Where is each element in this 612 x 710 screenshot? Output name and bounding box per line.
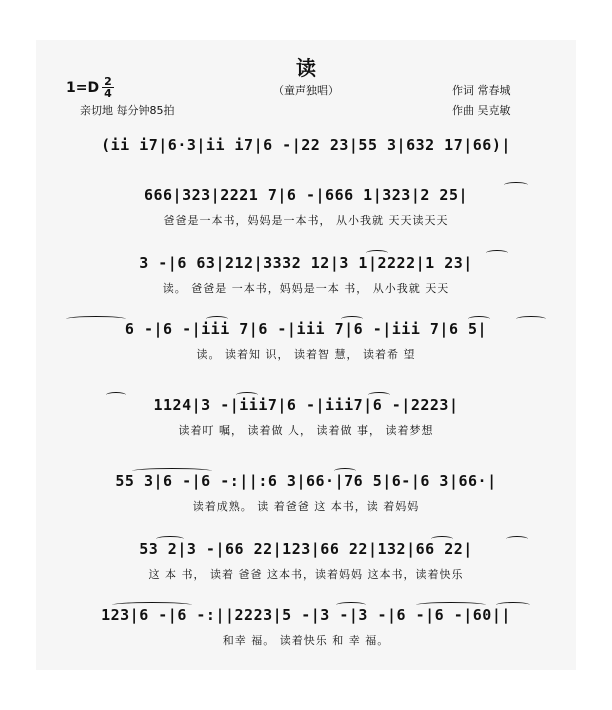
lyrics-line-4: 读。 读着知 识， 读着智 慧， 读着希 望 — [196, 348, 416, 361]
slur — [336, 602, 366, 608]
notation-line-5: 1124|3 -|iii7|6 -|iii7|6 -|2223| — [153, 396, 459, 414]
notation-line-3: 3 -|6 63|212|3332 12|3 1|2222|1 23| — [139, 254, 473, 272]
slur — [132, 468, 212, 474]
slur — [66, 316, 126, 322]
slur — [341, 316, 363, 322]
slur — [106, 392, 126, 398]
slur — [368, 392, 390, 398]
slur — [496, 602, 530, 608]
slur — [506, 536, 528, 542]
notation-line-6: 55 3|6 -|6 -:||:6 3|66·|76 5|6-|6 3|66·| — [115, 472, 497, 490]
slur — [334, 468, 356, 474]
slur — [416, 602, 486, 608]
lyrics-line-7: 这 本 书， 读着 爸爸 这本书，读着妈妈 这本书，读着快乐 — [148, 568, 464, 581]
time-signature-bottom: 4 — [102, 87, 114, 99]
lyrics-line-6: 读着成熟。 读 着爸爸 这 本书，读 着妈妈 — [192, 500, 420, 513]
notation-line-2: 666|323|2221 7|6 -|666 1|323|2 25| — [143, 186, 469, 204]
notation-line-7: 53 2|3 -|66 22|123|66 22|132|66 22| — [139, 540, 473, 558]
time-signature — [102, 76, 114, 99]
slur — [468, 316, 490, 322]
time-signature-top: 2 — [104, 75, 112, 88]
key-signature: 1=D — [66, 80, 100, 96]
slur — [156, 536, 184, 542]
composer-credit: 作曲 吴克敏 — [452, 104, 511, 117]
slur — [112, 602, 192, 608]
slur — [504, 182, 528, 188]
score-sheet — [36, 40, 576, 670]
tempo-marking: 亲切地 每分钟85拍 — [80, 104, 175, 117]
lyrics-line-5: 读着叮 嘱， 读着做 人， 读着做 事， 读着梦想 — [178, 424, 434, 437]
slur — [486, 250, 508, 256]
slur — [206, 316, 228, 322]
lyrics-line-2: 爸爸是一本书，妈妈是一本书， 从小我就 天天读天天 — [163, 214, 449, 227]
slur — [366, 250, 388, 256]
song-title: 读 — [296, 56, 316, 80]
lyrics-line-8: 和幸 福。 读着快乐 和 幸 福。 — [222, 634, 390, 647]
slur — [431, 536, 453, 542]
notation-line-4: 6 -|6 -|iii 7|6 -|iii 7|6 -|iii 7|6 5| — [124, 320, 488, 338]
notation-line-intro: (ii i7|6·3|ii i7|6 -|22 23|55 3|632 17|66)| — [101, 136, 511, 154]
lyricist-credit: 作词 常春城 — [452, 84, 511, 97]
performance-type: （童声独唱） — [273, 84, 339, 97]
slur — [516, 316, 546, 322]
lyrics-line-3: 读。 爸爸是 一本书，妈妈是一本 书， 从小我就 天天 — [162, 282, 450, 295]
slur — [236, 392, 258, 398]
notation-line-8: 123|6 -|6 -:||2223|5 -|3 -|3 -|6 -|6 -|60|| — [101, 606, 511, 624]
